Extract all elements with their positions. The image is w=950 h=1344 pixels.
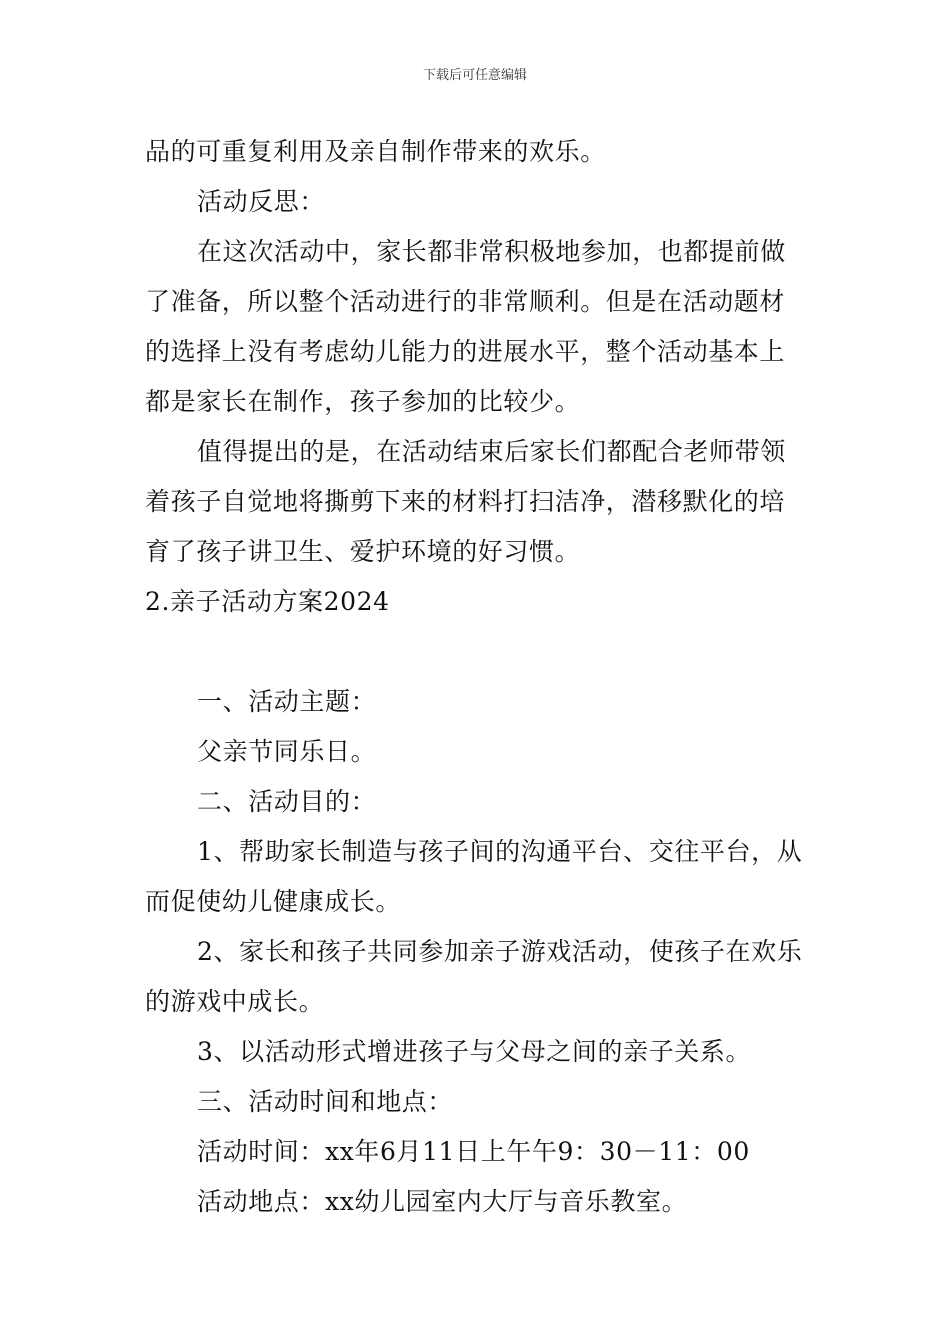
- activity-place: 活动地点：xx幼儿园室内大厅与音乐教室。: [197, 1187, 688, 1216]
- paragraph-line: 在这次活动中，家长都非常积极地参加，也都提前做: [197, 237, 786, 266]
- document-section-title: 2.亲子活动方案2024: [145, 587, 390, 616]
- paragraph-line: 的选择上没有考虑幼儿能力的进展水平，整个活动基本上: [145, 337, 786, 366]
- list-item-continuation: 的游戏中成长。: [145, 987, 325, 1016]
- paragraph-line: 值得提出的是，在活动结束后家长们都配合老师带领: [197, 437, 786, 466]
- activity-time: 活动时间：xx年6月11日上午午9：30－11：00: [197, 1137, 750, 1166]
- list-item-continuation: 而促使幼儿健康成长。: [145, 887, 402, 916]
- section-heading-theme: 一、活动主题：: [197, 687, 377, 716]
- paragraph-line: 品的可重复利用及亲自制作带来的欢乐。: [145, 137, 606, 166]
- list-item: 2、家长和孩子共同参加亲子游戏活动，使孩子在欢乐: [197, 937, 803, 966]
- paragraph-line: 育了孩子讲卫生、爱护环境的好习惯。: [145, 537, 581, 566]
- section-heading-reflection: 活动反思：: [197, 187, 326, 216]
- paragraph-line: 都是家长在制作，孩子参加的比较少。: [145, 387, 581, 416]
- list-item: 1、帮助家长制造与孩子间的沟通平台、交往平台，从: [197, 837, 803, 866]
- list-item: 3、以活动形式增进孩子与父母之间的亲子关系。: [197, 1037, 752, 1066]
- blank-line: [145, 627, 805, 677]
- page-header: 下载后可任意编辑: [422, 68, 527, 83]
- paragraph-line: 父亲节同乐日。: [197, 737, 377, 766]
- document-body: [145, 127, 805, 1227]
- paragraph-line: 了准备，所以整个活动进行的非常顺利。但是在活动题材: [145, 287, 786, 316]
- section-heading-time-place: 三、活动时间和地点：: [197, 1087, 454, 1116]
- section-heading-purpose: 二、活动目的：: [197, 787, 377, 816]
- paragraph-line: 着孩子自觉地将撕剪下来的材料打扫洁净，潜移默化的培: [145, 487, 786, 516]
